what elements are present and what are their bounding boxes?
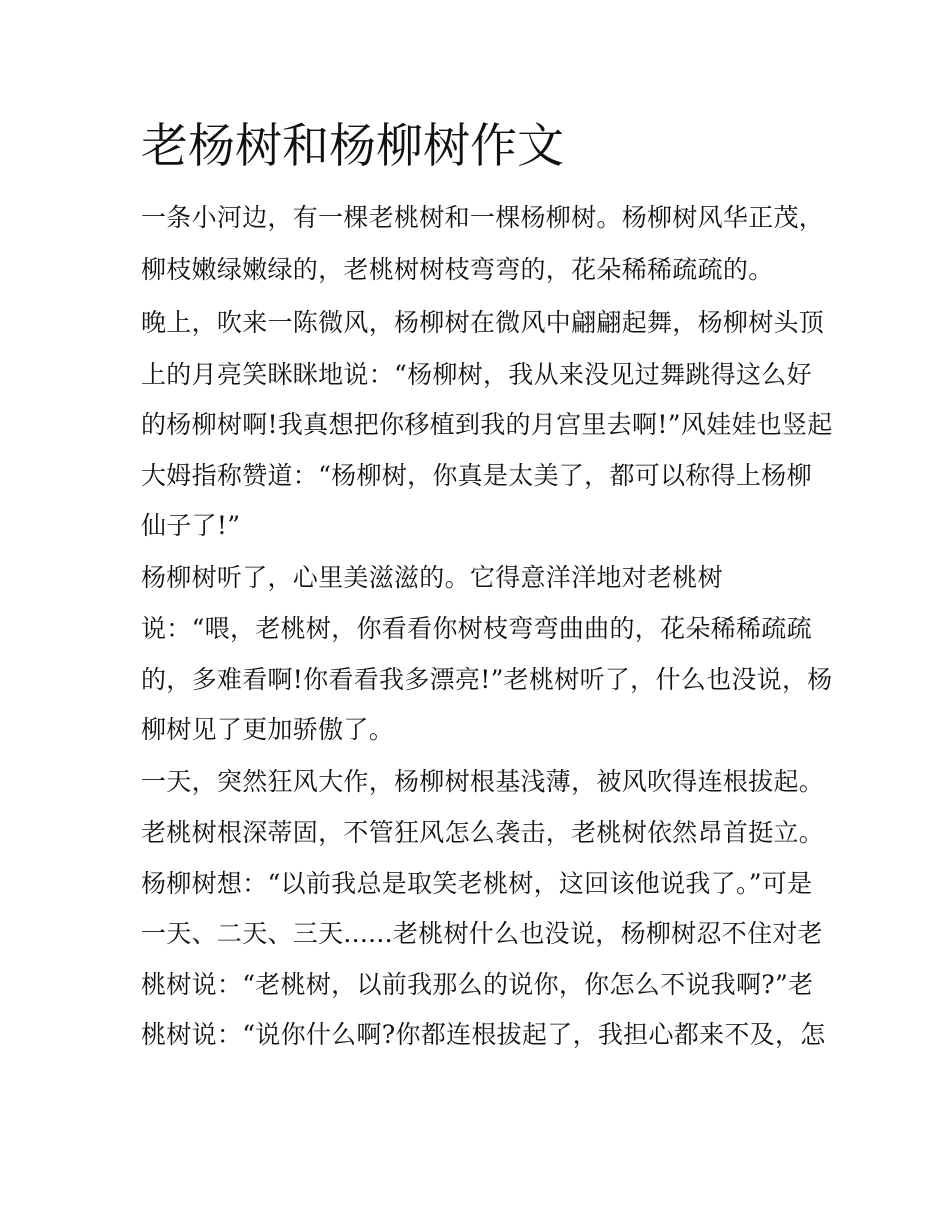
text-line: 的，多难看啊!你看看我多漂亮!”老桃树听了，什么也没说，杨 [141,665,833,694]
document-title: 老杨树和杨柳树作文 [141,119,564,174]
text-line: 一天、二天、三天......老桃树什么也没说，杨柳树忍不住对老 [141,919,823,948]
text-line: 大姆指称赞道：“杨柳树，你真是太美了，都可以称得上杨柳 [141,461,812,490]
text-line: 仙子了!” [141,511,241,540]
text-line: 老桃树根深蒂固，不管狂风怎么袭击，老桃树依然昂首挺立。 [141,818,825,847]
text-line: 一条小河边，有一棵老桃树和一棵杨柳树。杨柳树风华正茂， [141,203,825,232]
text-line: 杨柳树想：“以前我总是取笑老桃树，这回该他说我了。”可是 [141,869,813,898]
text-line: 桃树说：“老桃树，以前我那么的说你，你怎么不说我啊?”老 [141,970,814,999]
text-line: 说：“喂，老桃树，你看看你树枝弯弯曲曲的，花朵稀稀疏疏 [141,614,812,643]
text-line: 杨柳树听了，心里美滋滋的。它得意洋洋地对老桃树 [141,563,723,592]
text-line: 一天，突然狂风大作，杨柳树根基浅薄，被风吹得连根拔起。 [141,767,825,796]
text-line: 的杨柳树啊!我真想把你移植到我的月宫里去啊!”风娃娃也竖起 [141,410,833,439]
text-line: 晚上，吹来一陈微风，杨柳树在微风中翩翩起舞，杨柳树头顶 [141,308,825,337]
text-line: 柳树见了更加骄傲了。 [141,715,395,744]
text-line: 桃树说：“说你什么啊?你都连根拔起了，我担心都来不及，怎 [141,1020,826,1049]
text-line: 上的月亮笑眯眯地说：“杨柳树，我从来没见过舞跳得这么好 [141,360,812,389]
text-line: 柳枝嫩绿嫩绿的，老桃树树枝弯弯的，花朵稀稀疏疏的。 [141,255,774,284]
